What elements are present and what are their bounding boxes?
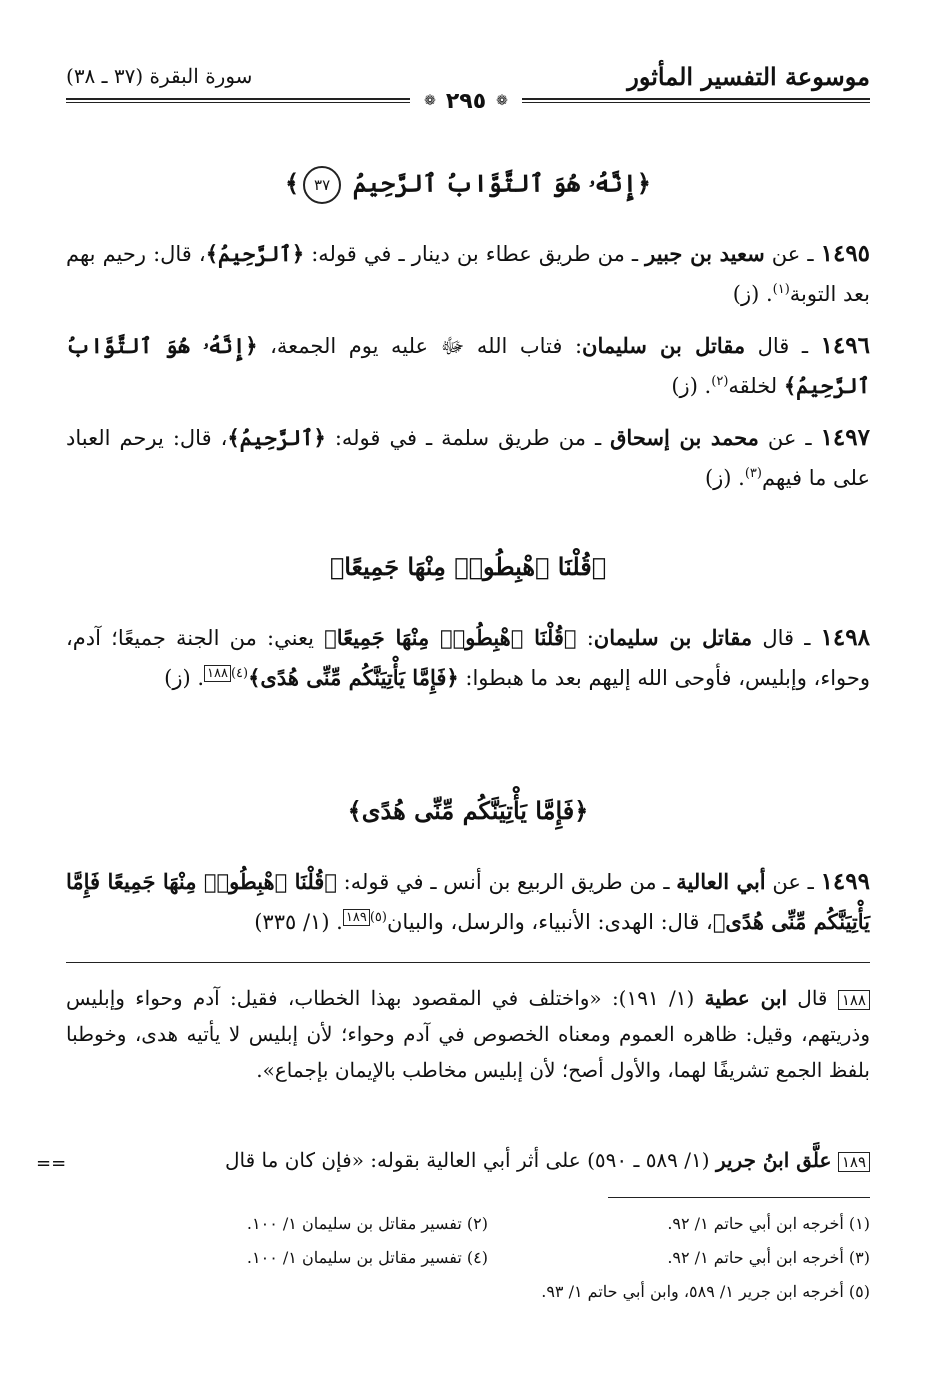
narration-number: ١٤٩٩ — [820, 868, 870, 895]
narration-number: ١٤٩٧ — [820, 424, 870, 451]
narration-1496: ١٤٩٦ ـ قال مقاتل بن سليمان: فتاب الله ﷻ عليه يوم الجمعة، ﴿إِنَّهُۥ هُوَ ٱلتَّوَّابُ ٱلرَّحِيمُ﴾ لخلقه$^{(٢)}$. (ز) — [66, 332, 870, 398]
footnote-3: (٣) أخرجه ابن أبي حاتم ١/ ٩٢. — [667, 1248, 870, 1267]
quran-quote: ﴿ٱلرَّحِيمُ﴾ — [227, 425, 326, 450]
commentary-ref-box[interactable]: ١٨٩ — [343, 909, 370, 926]
quran-quote: ﴿ٱلرَّحِيمُ﴾ — [205, 241, 305, 266]
verse-heading: ﴿قُلْنَا ٱهْبِطُوا۟ مِنْهَا جَمِيعًا﴾ — [329, 552, 607, 581]
narration-1498: ١٤٩٨ ـ قال مقاتل بن سليمان: ﴿قُلْنَا ٱهْبِطُوا۟ مِنْهَا جَمِيعًا﴾ يعني: من الجنة جميعًا؛ آدم، وحواء، وإبليس، فأوحى الله إليهم بعد ما هبطوا: ﴿فَإِمَّا يَأْتِيَنَّكُم مِّنِّى هُدًى﴾$^{(٤)}$١٨٨. (ز) — [66, 624, 870, 690]
verse-number-icon: ٣٧ — [303, 166, 341, 204]
commentary-number-box: ١٨٩ — [838, 1152, 870, 1172]
narration-number: ١٤٩٦ — [820, 332, 870, 359]
commentary-189: ١٨٩ علَّق ابنُ جرير (١/ ٥٨٩ ـ ٥٩٠) على أثر أبي العالية بقوله: «فإن كان ما قال — [90, 1142, 870, 1178]
footnote-marker[interactable]: (٣) — [744, 466, 762, 481]
narration-number: ١٤٩٨ — [820, 624, 870, 651]
verse-heading: ﴿فَإِمَّا يَأْتِيَنَّكُم مِّنِّى هُدًى﴾ — [347, 796, 589, 825]
scholar-name: ابنُ جرير — [715, 1148, 797, 1172]
page-number: ٢٩٥ — [445, 88, 487, 114]
narration-number: ١٤٩٥ — [820, 240, 871, 267]
continuation-mark: == — [36, 1153, 67, 1174]
narrator-name: مقاتل بن سليمان — [593, 625, 753, 650]
footnote-marker[interactable]: (٥) — [369, 910, 387, 925]
footnote-marker[interactable]: (١) — [772, 282, 790, 297]
footnotes-divider — [608, 1197, 870, 1198]
ornament-icon: ❁ — [496, 93, 508, 109]
footnote-marker[interactable]: (٢) — [711, 374, 729, 389]
quran-quote: ﴿فَإِمَّا يَأْتِيَنَّكُم مِّنِّى هُدًى﴾ — [248, 665, 459, 690]
footnote-4: (٤) تفسير مقاتل بن سليمان ١/ ١٠٠. — [246, 1248, 488, 1267]
narration-1497: ١٤٩٧ ـ عن محمد بن إسحاق ـ من طريق سلمة ـ في قوله: ﴿ٱلرَّحِيمُ﴾، قال: يرحم العباد على ما فيهم$^{(٣)}$. (ز) — [66, 424, 870, 490]
footnote-1: (١) أخرجه ابن أبي حاتم ١/ ٩٢. — [667, 1214, 870, 1233]
narration-1495: ١٤٩٥ ـ عن سعيد بن جبير ـ من طريق عطاء بن دينار ـ في قوله: ﴿ٱلرَّحِيمُ﴾، قال: رحيم بهم بعد التوبة$^{(١)}$. (ز) — [66, 240, 871, 306]
narrator-name: مقاتل بن سليمان — [582, 333, 746, 358]
quran-quote: ﴿قُلْنَا ٱهْبِطُوا۟ مِنْهَا جَمِيعًا فَإِمَّا يَأْتِيَنَّكُم مِّنِّى هُدًى﴾ — [66, 869, 870, 934]
book-title: موسوعة التفسير المأثور — [627, 62, 870, 91]
footnote-5: (٥) أخرجه ابن جرير ١/ ٥٨٩، وابن أبي حاتم ١/ ٩٣. — [541, 1282, 870, 1301]
scholar-name: ابن عطية — [704, 986, 787, 1010]
commentary-ref-box[interactable]: ١٨٨ — [204, 665, 231, 682]
quran-quote: ﴿قُلْنَا ٱهْبِطُوا۟ مِنْهَا جَمِيعًا﴾ — [324, 625, 577, 650]
verb-annotation: علَّق — [796, 1148, 832, 1172]
commentary-divider — [66, 962, 870, 963]
commentary-number-box: ١٨٨ — [838, 990, 870, 1010]
narrator-name: أبي العالية — [676, 869, 766, 894]
footnote-2: (٢) تفسير مقاتل بن سليمان ١/ ١٠٠. — [246, 1214, 488, 1233]
surah-header: سورة البقرة (٣٧ ـ ٣٨) — [66, 64, 253, 88]
commentary-188: ١٨٨ قال ابن عطية (١/ ١٩١): «واختلف في المقصود بهذا الخطاب، فقيل: آدم وحواء وإبليس وذريتهم، وقيل: ظاهره العموم ومعناه الخصوص في آدم وحواء؛ لأن إبليس لا يأتيه هدى، وخوطبا بلفظ الجمع تشريفًا لهما، والأول أصح؛ لأن إبليس مخاطب بالإيمان بإجماع». — [66, 986, 870, 1082]
ornament-icon: ❁ — [424, 93, 436, 109]
page-number-box — [410, 88, 522, 114]
verse-heading: ﴿إِنَّهُۥ هُوَ ٱلتَّوَّابُ ٱلرَّحِيمُ ٣٧﴾ — [66, 166, 870, 204]
narration-1499: ١٤٩٩ ـ عن أبي العالية ـ من طريق الربيع بن أنس ـ في قوله: ﴿قُلْنَا ٱهْبِطُوا۟ مِنْهَا جَمِيعًا فَإِمَّا يَأْتِيَنَّكُم مِّنِّى هُدًى﴾، قال: الهدى: الأنبياء، والرسل، والبيان$^{(٥)}$١٨٩. (١/ ٣٣٥) — [66, 868, 870, 934]
footnote-marker[interactable]: (٤) — [230, 666, 249, 681]
narrator-name: سعيد بن جبير — [645, 241, 765, 266]
quran-quote: ﴿إِنَّهُۥ هُوَ ٱلتَّوَّابُ ٱلرَّحِيمُ﴾ — [66, 333, 870, 398]
narrator-name: محمد بن إسحاق — [610, 425, 759, 450]
